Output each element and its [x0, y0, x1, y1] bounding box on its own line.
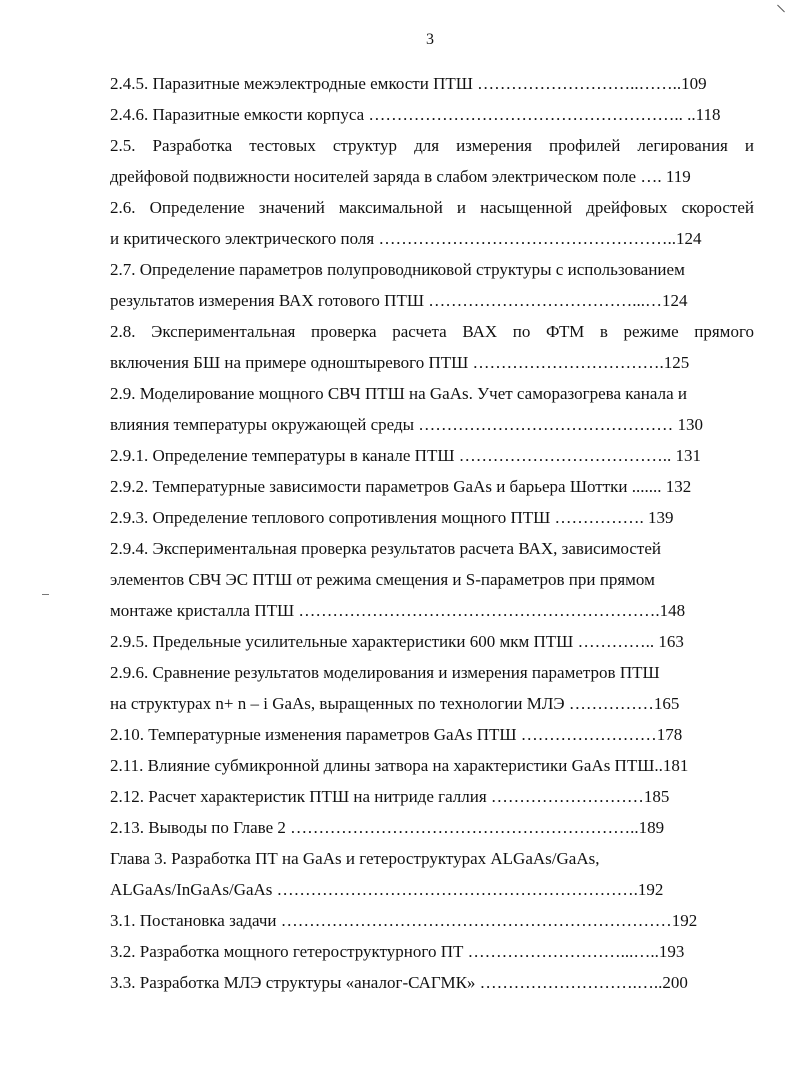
table-of-contents [110, 68, 754, 998]
toc-line: 2.13. Выводы по Главе 2 ……………………………………………………..189 [110, 818, 665, 837]
toc-line: 2.4.5. Паразитные межэлектродные емкости ПТШ ………………………..……..109 [110, 74, 707, 93]
toc-line: элементов СВЧ ЭС ПТШ от режима смещения и S-параметров при прямом [110, 570, 655, 589]
toc-line: 2.9.6. Сравнение результатов моделирования и измерения параметров ПТШ [110, 663, 660, 682]
toc-line: 2.9.1. Определение температуры в канале ПТШ ……………………………….. 131 [110, 446, 701, 465]
toc-line: 3.2. Разработка мощного гетероструктурного ПТ ………………………...…..193 [110, 942, 685, 961]
toc-line: 3.1. Постановка задачи ……………………………………………………………192 [110, 911, 698, 930]
toc-line: 2.9. Моделирование мощного СВЧ ПТШ на GaAs. Учет саморазогрева канала и [110, 384, 687, 403]
toc-line: результатов измерения ВАХ готового ПТШ ………………………………...…124 [110, 291, 688, 310]
scan-corner-mark [777, 5, 785, 13]
toc-line: 2.11. Влияние субмикронной длины затвора на характеристики GaAs ПТШ..181 [110, 756, 689, 775]
toc-line: 2.12. Расчет характеристик ПТШ на нитриде галлия ………………………185 [110, 787, 670, 806]
toc-line: и критического электрического поля ……………………………………………..124 [110, 229, 702, 248]
toc-line: 2.6. Определение значений максимальной и насыщенной дрейфовых скоростей [110, 198, 754, 217]
toc-line: включения БШ на примере одноштыревого ПТШ …………………………….125 [110, 353, 690, 372]
toc-line: 2.9.2. Температурные зависимости параметров GaAs и барьера Шоттки ....... 132 [110, 477, 692, 496]
toc-line: 2.9.4. Экспериментальная проверка результатов расчета ВАХ, зависимостей [110, 539, 661, 558]
toc-line: влияния температуры окружающей среды ……………………………………… 130 [110, 415, 704, 434]
toc-line: 3.3. Разработка МЛЭ структуры «аналог-САГМК» ……………………….…..200 [110, 973, 688, 992]
toc-line: на структурах n+ n – i GaAs, выращенных по технологии МЛЭ ……………165 [110, 694, 680, 713]
toc-line: ALGaAs/InGaAs/GaAs ……………………………………………………….192 [110, 880, 664, 899]
toc-line: 2.8. Экспериментальная проверка расчета ВАХ по ФТМ в режиме прямого [110, 322, 754, 341]
scan-edge-mark [42, 594, 49, 595]
toc-line: 2.4.6. Паразитные емкости корпуса ……………………………………………….. ..118 [110, 105, 721, 124]
toc-line: 2.9.3. Определение теплового сопротивления мощного ПТШ ……………. 139 [110, 508, 674, 527]
toc-line: 2.10. Температурные изменения параметров GaAs ПТШ ……………………178 [110, 725, 683, 744]
page-number: 3 [426, 31, 434, 48]
toc-line: монтаже кристалла ПТШ ……………………………………………………….148 [110, 601, 686, 620]
toc-line: 2.9.5. Предельные усилительные характеристики 600 мкм ПТШ ………….. 163 [110, 632, 684, 651]
toc-line: 2.5. Разработка тестовых структур для измерения профилей легирования и [110, 136, 754, 155]
toc-line: дрейфовой подвижности носителей заряда в слабом электрическом поле …. 119 [110, 167, 691, 186]
toc-line: 2.7. Определение параметров полупроводниковой структуры с использованием [110, 260, 685, 279]
toc-line: Глава 3. Разработка ПТ на GaAs и гетероструктурах ALGaAs/GaAs, [110, 849, 600, 868]
